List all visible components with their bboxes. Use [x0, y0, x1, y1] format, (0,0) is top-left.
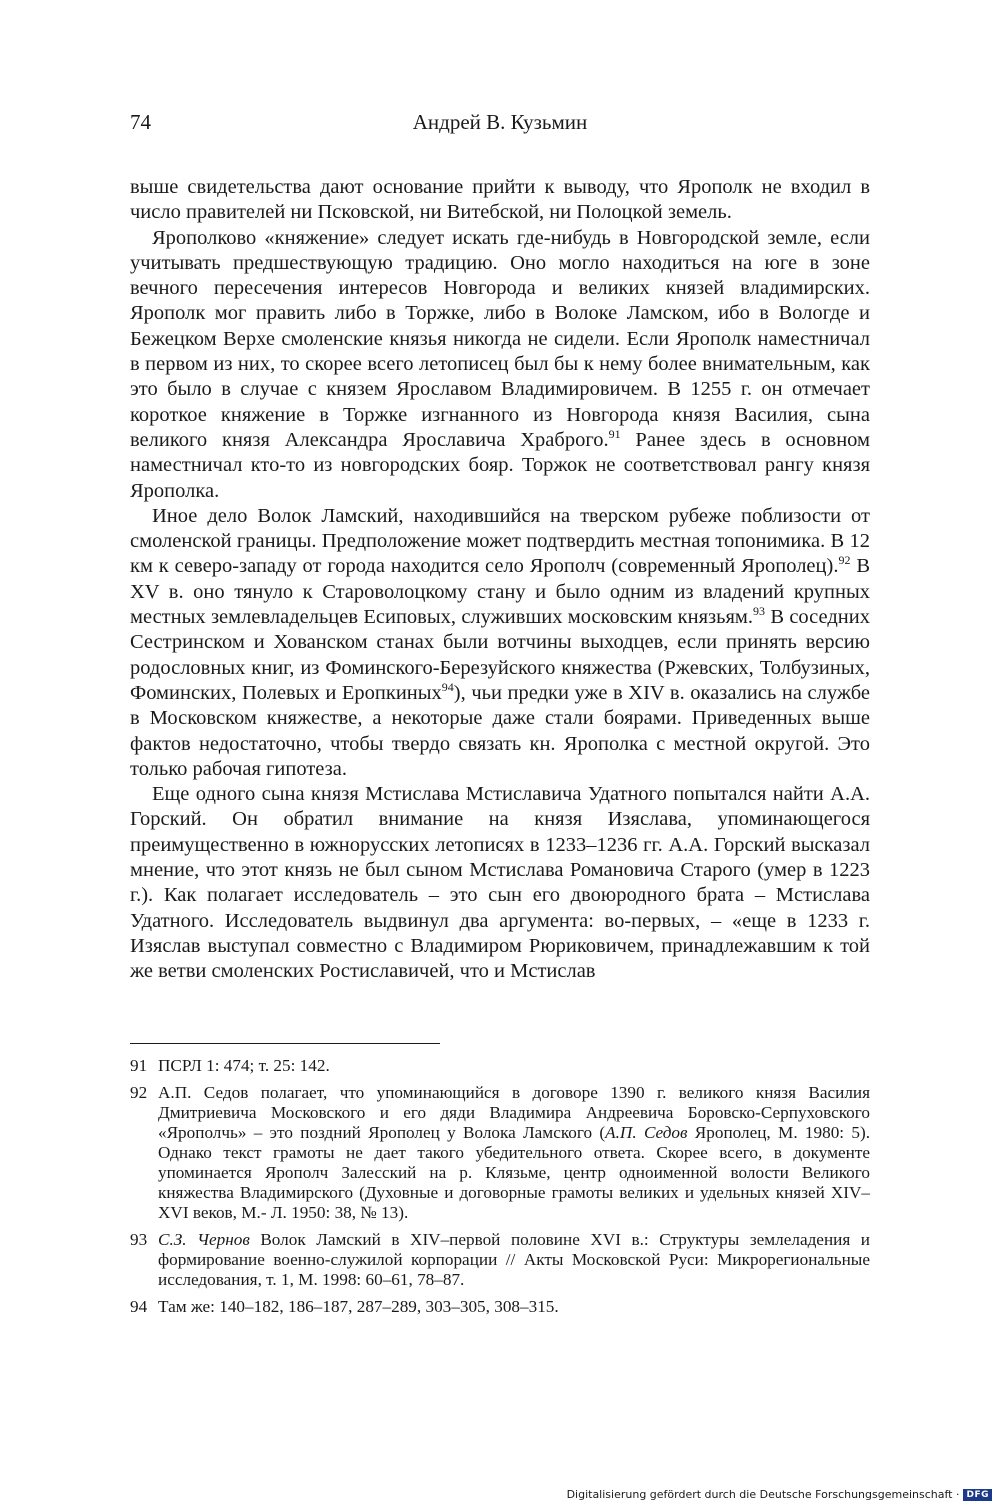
paragraph-2-text-a: Ярополково «княжение» следует искать где-нибудь в Новгородской земле, если учитывать предшествующую традицию. Оно могло находиться на юге в зоне вечного пересечения интересов Новгорода и великих князей владимирских. Ярополк мог править либо в Торжке, либо в Волоке Ламском, ибо в Вологде и Бежецком Верхе смоленские князья никогда не сидели. Если Ярополк наместничал в первом из них, то скорее всего летописец был бы к нему более внимательным, как это было в случае с князем Ярославом Владимировичем. В 1255 г. он отмечает короткое княжение в Торжке изгнанного из Новгорода князя Василия, сына великого князя Александра Ярославича Храброго. [130, 226, 870, 451]
dfg-stamp [567, 1488, 992, 1501]
paragraph-3 [130, 504, 870, 782]
footnote-ref-93[interactable]: 93 [753, 604, 765, 619]
paragraph-2 [130, 226, 870, 504]
footnote-author: А.П. Седов [605, 1123, 688, 1142]
footnote-text-b: Ярополец, М. 1980: 5). Однако текст грамоты не дает такого убедительного ответа. Скорее всего, в документе упоминается Ярополч Залесский на р. Клязьме, центр одноименной волости Великого княжества Владимирского (Духовные и договорные грамоты великих и удельных князей XIV–XVI веков, М.- Л. 1950: 38, № 13). [158, 1123, 871, 1222]
footnote-text [158, 1297, 870, 1317]
footnote-number: 94 [130, 1297, 148, 1316]
paragraph-1-text: выше свидетельства дают основание прийти к выводу, что Ярополк не входил в число правителей ни Псковской, ни Витебской, ни Полоцкой земель. [130, 176, 870, 224]
footnote-93 [130, 1230, 870, 1290]
footnote-number: 91 [130, 1056, 148, 1075]
footnote-text [158, 1083, 870, 1223]
footnote-ref-92[interactable]: 92 [838, 553, 851, 568]
dfg-stamp-text: Digitalisierung gefördert durch die Deutsche Forschungsgemeinschaft · [566, 1488, 960, 1501]
body-text [130, 175, 870, 985]
footnotes [130, 1056, 870, 1324]
running-head: Андрей В. Кузьмин [412, 110, 588, 134]
paragraph-4-text: Еще одного сына князя Мстислава Мстиславича Удатного попытался найти А.А. Горский. Он обратил внимание на князя Изяслава, упоминающегося преимущественно в южнорусских летописях в 1233–1236 гг. А.А. Горский высказал мнение, что этот князь не был сыном Мстислава Романовича Старого (умер в 1223 г.). Как полагает исследователь – это сын его двоюродного брата – Мстислава Удатного. Исследователь выдвинул два аргумента: во-первых, – «еще в 1233 г. Изяслав выступал совместно с Владимиром Рюриковичем, принадлежавшим к той же ветви смоленских Ростиславичей, что и Мстислав [130, 783, 870, 983]
footnote-91 [130, 1056, 870, 1076]
footnote-number: 93 [130, 1230, 148, 1249]
paragraph-3-text-d: ), чьи предки уже в XIV в. оказались на службе в Московском княжестве, а некоторые даже стали боярами. Приведенных выше фактов недостаточно, чтобы твердо связать кн. Ярополка с местной округой. Это только рабочая гипотеза. [130, 681, 870, 780]
footnote-separator [130, 1043, 440, 1044]
footnote-text [158, 1056, 870, 1076]
footnote-ref-94[interactable]: 94 [441, 680, 454, 695]
footnote-text-a: ПСРЛ 1: 474; т. 25: 142. [158, 1056, 330, 1075]
footnote-94 [130, 1297, 870, 1317]
footnote-text [158, 1230, 870, 1290]
paragraph-1 [130, 175, 870, 226]
paragraph-3-text-c: В соседних Сестринском и Хованском станах были вотчины выходцев, если принять версию родословных книг, из Фоминского-Березуйского княжества (Ржевских, Толбузиных, Фоминских, Полевых и Еропкиных [130, 606, 870, 704]
footnote-text-a: Там же: 140–182, 186–187, 287–289, 303–305, 308–315. [158, 1297, 559, 1316]
footnote-text-b: Волок Ламский в XIV–первой половине XVI в.: Структуры землеладения и формирование военно-служилой корпорации // Акты Московской Руси: Микрорегиональные исследования, т. 1, М. 1998: 60–61, 78–87. [158, 1230, 871, 1289]
page-number: 74 [130, 110, 151, 134]
paragraph-2-text-b: Ранее здесь в основном наместничал кто-то из новгородских бояр. Торжок не соответствовал рангу князя Ярополка. [130, 428, 870, 502]
paragraph-3-text-b: В XV в. оно тянуло к Староволоцкому стану и было одним из владений крупных местных землевладельцев Есиповых, служивших московским князьям. [130, 555, 870, 629]
dfg-logo-icon: DFG [963, 1489, 992, 1501]
footnote-92 [130, 1083, 870, 1223]
footnote-ref-91[interactable]: 91 [608, 427, 621, 442]
footnote-text-a: А.П. Седов полагает, что упоминающийся в договоре 1390 г. великого князя Василия Дмитриевича Московского и его дяди Владимира Андреевича Боровско-Серпуховского «Ярополчь» – это поздний Ярополец у Волока Ламского ( [158, 1083, 870, 1142]
paragraph-3-text-a: Иное дело Волок Ламский, находившийся на тверском рубеже поблизости от смоленской границы. Предположение может подтвердить местная топонимика. В 12 км к северо-западу от города находится село Ярополч (современный Ярополец). [130, 504, 870, 578]
footnote-number: 92 [130, 1083, 148, 1102]
paragraph-4 [130, 782, 870, 984]
footnote-author: С.З. Чернов [158, 1230, 250, 1249]
